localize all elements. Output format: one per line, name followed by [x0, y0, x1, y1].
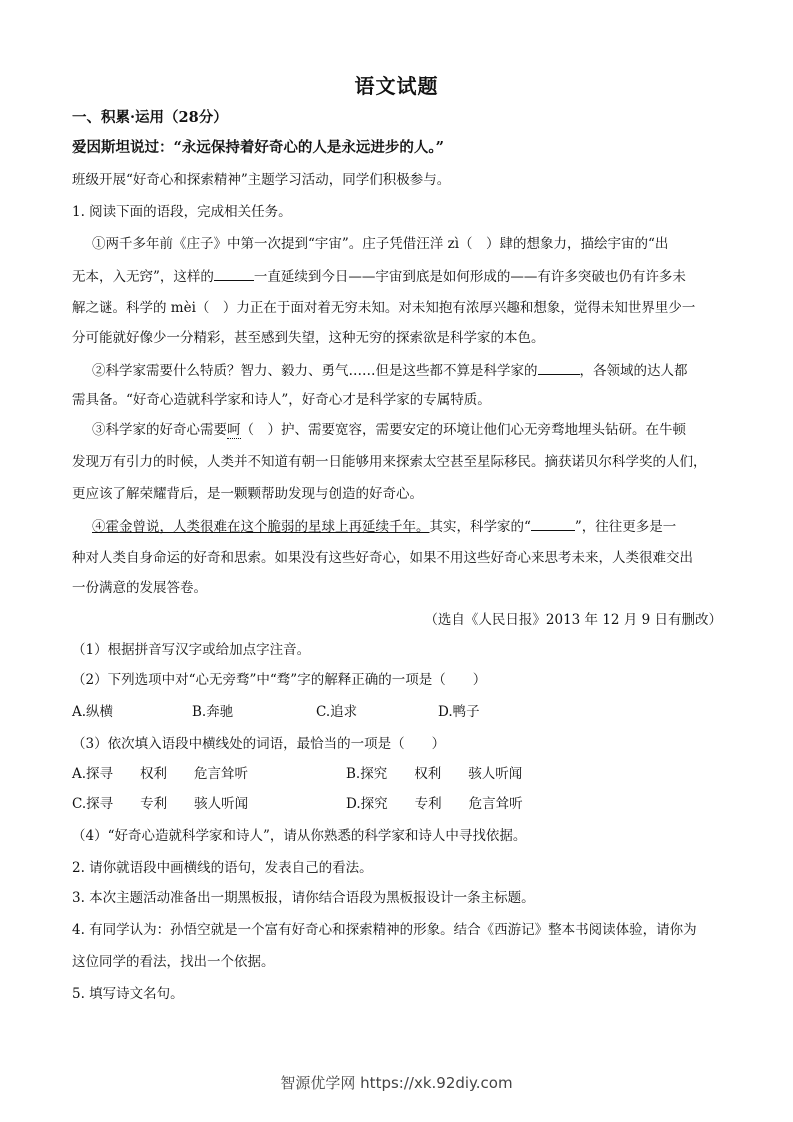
- sq2-option-b: B.奔驰: [192, 704, 234, 720]
- fill-blank-3: [531, 516, 575, 531]
- passage-p1-line2: 无本，入无窍”，这样的 一直延续到今日——宇宙到底是如何形成的——有许多突破也仍有许多未: [72, 266, 722, 287]
- subquestion-1: （1）根据拼音写汉字或给加点字注音。: [72, 642, 311, 658]
- section-heading: 一、积累·运用（28分）: [72, 109, 228, 126]
- sq3-option-a: A.探寻 权利 危言耸听: [72, 766, 249, 782]
- sq3-option-d: D.探究 专利 危言耸听: [346, 796, 523, 812]
- passage-p2-line2: 需具备。“好奇心造就科学家和诗人”，好奇心才是科学家的专属特质。: [72, 392, 491, 408]
- sq3-option-b: B.探究 权利 骇人听闻: [346, 766, 523, 782]
- subquestion-3: （3）依次填入语段中横线处的词语，最恰当的一项是（ ）: [72, 736, 446, 752]
- question-4-line2: 这位同学的看法，找出一个依据。: [72, 954, 275, 970]
- question-1: 1. 阅读下面的语段，完成相关任务。: [72, 204, 292, 220]
- subquestion-2: （2）下列选项中对“心无旁骛”中“骛”字的解释正确的一项是（ ）: [72, 672, 487, 688]
- activity-intro: 班级开展“好奇心和探索精神”主题学习活动，同学们积极参与。: [72, 172, 451, 188]
- einstein-quote: 爱因斯坦说过：“永远保持着好奇心的人是永远进步的人。”: [72, 139, 444, 156]
- question-4-line1: 4. 有同学认为：孙悟空就是一个富有好奇心和探索精神的形象。结合《西游记》整本书阅读体验，请你为: [72, 922, 697, 938]
- sq3-option-c: C.探寻 专利 骇人听闻: [72, 796, 249, 812]
- passage-p2-line1: ②科学家需要什么特质？智力、毅力、勇气……但是这些都不算是科学家的 ，各领域的达人都: [92, 360, 722, 381]
- subquestion-4: （4）“好奇心造就科学家和诗人”，请从你熟悉的科学家和诗人中寻找依据。: [72, 828, 527, 844]
- fill-blank-2: [538, 360, 580, 375]
- sq2-option-d: D.鸭子: [438, 704, 480, 720]
- dotted-character: 呵: [227, 422, 241, 438]
- footer-watermark: 智源优学网 https://xk.92diy.com: [280, 1074, 513, 1092]
- passage-p4-line2: 种对人类自身命运的好奇和思索。如果没有这些好奇心，如果不用这些好奇心来思考未来，人类很难交出: [72, 550, 693, 566]
- passage-p3-line1: ③科学家的好奇心需要呵（ ）护、需要宽容，需要安定的环境让他们心无旁骛地埋头钻研。在牛顿: [92, 422, 686, 438]
- passage-p4-line3: 一份满意的发展答卷。: [72, 580, 207, 596]
- page-title: 语文试题: [354, 74, 439, 98]
- sq2-option-a: A.纵横: [72, 704, 114, 720]
- passage-p1-line4: 分可能就好像少一分精彩，甚至感到失望，这种无穷的探索欲是科学家的本色。: [72, 330, 545, 346]
- passage-p3-line3: 更应该了解荣耀背后，是一颗颗帮助发现与创造的好奇心。: [72, 486, 423, 502]
- passage-p1-line1: ①两千多年前《庄子》中第一次提到“宇宙”。庄子凭借汪洋 zì（ ）肆的想象力，描绘宇宙的“出: [92, 236, 669, 252]
- question-5: 5. 填写诗文名句。: [72, 986, 184, 1002]
- passage-p3-line2: 发现万有引力的时候，人类并不知道有朝一日能够用来探索太空甚至星际移民。摘获诺贝尔科学奖的人们，: [72, 454, 707, 470]
- passage-p1-line3: 解之谜。科学的 mèi（ ）力正在于面对着无穷未知。对未知抱有浓厚兴趣和想象，觉得未知世界里少一: [72, 300, 696, 316]
- question-2: 2. 请你就语段中画横线的语句，发表自己的看法。: [72, 860, 373, 876]
- sq2-option-c: C.追求: [316, 704, 358, 720]
- fill-blank-1: [214, 266, 254, 281]
- source-citation: （选自《人民日报》2013 年 12 月 9 日有删改）: [424, 612, 722, 628]
- passage-p4-line1: ④霍金曾说，人类很难在这个脆弱的星球上再延续千年。其实，科学家的“ ”，往往更多是一: [92, 516, 722, 537]
- question-3: 3. 本次主题活动准备出一期黑板报，请你结合语段为黑板报设计一条主标题。: [72, 890, 535, 906]
- underlined-sentence: ④霍金曾说，人类很难在这个脆弱的星球上再延续千年。: [92, 519, 430, 535]
